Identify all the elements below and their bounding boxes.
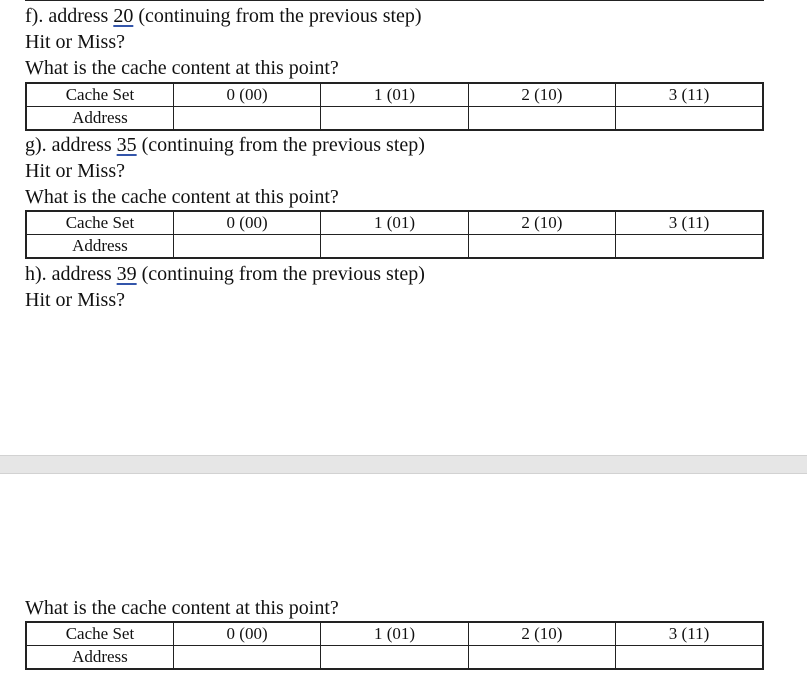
address-cell-set-2[interactable]: [468, 107, 615, 131]
address-cell-set-2[interactable]: [468, 646, 615, 670]
set-3-label: 3 (11): [616, 211, 763, 235]
address-cell-set-0[interactable]: [173, 235, 320, 259]
step-g-address: 35: [116, 134, 137, 156]
set-0-label: 0 (00): [173, 83, 320, 107]
set-1-label: 1 (01): [321, 83, 468, 107]
set-1-label: 1 (01): [321, 622, 468, 646]
address-cell-set-0[interactable]: [173, 646, 320, 670]
step-h-address: 39: [116, 263, 137, 285]
set-3-label: 3 (11): [616, 622, 763, 646]
set-0-label: 0 (00): [173, 622, 320, 646]
step-h-cache-question: What is the cache content at this point?: [25, 597, 339, 619]
step-f-cache-question: What is the cache content at this point?: [25, 57, 339, 79]
address-header: Address: [26, 235, 173, 259]
step-g-cache-question: What is the cache content at this point?: [25, 186, 339, 208]
step-f-heading: f). address 20 (continuing from the previous step): [25, 5, 422, 27]
step-g-hit-or-miss: Hit or Miss?: [25, 160, 125, 182]
set-2-label: 2 (10): [468, 83, 615, 107]
cache-table-g: [25, 210, 764, 259]
cache-set-header: Cache Set: [26, 622, 173, 646]
address-header: Address: [26, 107, 173, 131]
address-cell-set-3[interactable]: [616, 235, 763, 259]
step-h-heading: h). address 39 (continuing from the previous step): [25, 263, 425, 285]
address-cell-set-2[interactable]: [468, 235, 615, 259]
step-f-hit-or-miss: Hit or Miss?: [25, 31, 125, 53]
set-3-label: 3 (11): [616, 83, 763, 107]
page-break: [0, 455, 807, 474]
previous-table-bottom-edge: [25, 0, 764, 2]
set-1-label: 1 (01): [321, 211, 468, 235]
cache-table-h: [25, 621, 764, 670]
step-h-hit-or-miss: Hit or Miss?: [25, 289, 125, 311]
cache-set-header: Cache Set: [26, 83, 173, 107]
step-g-heading: g). address 35 (continuing from the previous step): [25, 134, 425, 156]
set-2-label: 2 (10): [468, 211, 615, 235]
cache-set-header: Cache Set: [26, 211, 173, 235]
address-cell-set-1[interactable]: [321, 646, 468, 670]
address-header: Address: [26, 646, 173, 670]
address-cell-set-3[interactable]: [616, 646, 763, 670]
cache-table-f: [25, 82, 764, 131]
address-cell-set-1[interactable]: [321, 107, 468, 131]
step-f-address: 20: [113, 5, 134, 27]
address-cell-set-3[interactable]: [616, 107, 763, 131]
set-0-label: 0 (00): [173, 211, 320, 235]
address-cell-set-1[interactable]: [321, 235, 468, 259]
address-cell-set-0[interactable]: [173, 107, 320, 131]
set-2-label: 2 (10): [468, 622, 615, 646]
